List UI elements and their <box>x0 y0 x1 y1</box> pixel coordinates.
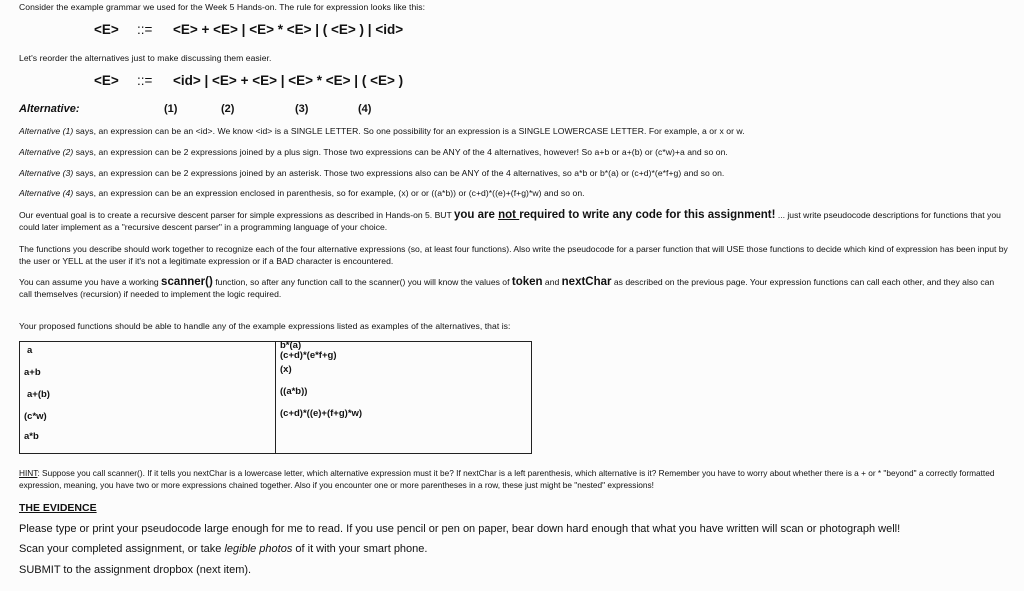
example-expression: a*b <box>24 431 39 442</box>
alt-text: says, an expression can be an expression enclosed in parenthesis, so for example, (x) or or ((a*b)) or (c+d)*((e)+(f+g)*w) and so on. <box>73 188 585 198</box>
grammar-rule-reordered <box>0 73 1024 91</box>
scanner-function-name: scanner() <box>161 276 213 288</box>
example-expression: a+b <box>24 367 41 378</box>
proposed-functions-text: Your proposed functions should be able to handle any of the example expressions listed as examples of the alternatives, that is: <box>19 321 511 331</box>
alternative-1-description <box>19 126 745 136</box>
hint-text: : Suppose you call scanner(). If it tells you nextChar is a lowercase letter, which alternative expression must it be? If nextChar is a left parenthesis, which alternative is it? Remember you have to worry about whether there is a + or * "beyond" a correctly formatted expression, meaning, you have two or more expressions chained together. Also if you encounter one or more parentheses in a row, these just might be "nested" expressions! <box>19 468 995 490</box>
evidence-italic: legible photos <box>224 543 293 555</box>
example-expression: (c+d)*((e)+(f+g)*w) <box>280 408 363 419</box>
goal-emphasis: you are <box>454 209 499 221</box>
scanner-text-2: function, so after any function call to the scanner() you will know the values of <box>212 277 512 287</box>
example-expression: ((a*b)) <box>280 386 308 397</box>
alt-number-2: (2) <box>221 103 235 115</box>
alt-label: Alternative <box>19 168 61 178</box>
example-expression: (c+d)*(e*f+g) <box>280 350 337 361</box>
example-expression: b*(a) <box>280 340 302 351</box>
goal-paragraph <box>19 209 1009 233</box>
examples-table <box>19 341 532 454</box>
goal-emphasis-rest: required to write any code for this assignment! <box>519 209 776 221</box>
evidence-line-2 <box>19 543 427 555</box>
goal-text-rest: ... just write pseudocode descriptions for functions that you could later implement as a "recursive descent parser" in a programming language of your choice. <box>19 210 1001 232</box>
alternative-2-description <box>19 147 728 157</box>
alt-num: (1) <box>62 126 74 136</box>
intro-text: Consider the example grammar we used for the Week 5 Hands-on. The rule for expression looks like this: <box>19 2 426 12</box>
alternatives-header-label: Alternative: <box>19 103 80 115</box>
examples-left-column <box>20 342 276 454</box>
evidence-text-rest: of it with your smart phone. <box>292 543 428 555</box>
examples-right-column <box>276 342 532 454</box>
grammar-rhs: <id> | <E> + <E> | <E> * <E> | ( <E> ) <box>173 73 404 88</box>
alt-text: says, an expression can be an <id>. We know <id> is a SINGLE LETTER. So one possibility for an expression is a SINGLE LOWERCASE LETTER. For example, a or x or w. <box>73 126 745 136</box>
alt-number-4: (4) <box>358 103 372 115</box>
functions-paragraph: The functions you describe should work together to recognize each of the four alternative expressions (so, at least four functions). Also write the pseudocode for a parser function that will USE those functions to decide which kind of expression has been input by the user or YELL at the user if it's not a legitimate expression or if a BAD character is encountered. <box>19 244 1008 266</box>
scanner-paragraph <box>19 276 1009 300</box>
scanner-text-4: as described on the previous page. Your expression functions can call each other, and they also can call themselves (recursion) if needed to implement the logic required. <box>19 277 995 299</box>
goal-not-emphasis: not <box>498 209 520 221</box>
alt-number-1: (1) <box>164 103 178 115</box>
grammar-lhs: <E> <box>94 73 119 88</box>
evidence-heading: THE EVIDENCE <box>19 502 97 514</box>
hint-label: HINT <box>19 468 38 478</box>
grammar-op: ::= <box>137 73 153 88</box>
alt-num: (2) <box>62 147 74 157</box>
hint-paragraph <box>19 467 1009 491</box>
evidence-line-3: SUBMIT to the assignment dropbox (next item). <box>19 564 252 576</box>
example-expression: a+(b) <box>27 389 50 400</box>
alternative-3-description <box>19 168 724 178</box>
example-expression: (x) <box>280 364 292 375</box>
alt-text: says, an expression can be 2 expressions joined by a plus sign. Those two expressions can be ANY of the 4 alternatives, however! So a+b or a+(b) or (c*w)+a and so on. <box>73 147 728 157</box>
nextchar-name: nextChar <box>561 276 612 288</box>
scanner-text: You can assume you have a working <box>19 277 162 287</box>
grammar-lhs: <E> <box>94 22 119 37</box>
alt-num: (4) <box>62 188 74 198</box>
alt-label: Alternative <box>19 147 61 157</box>
evidence-text: Scan your completed assignment, or take <box>19 543 225 555</box>
alt-num: (3) <box>62 168 74 178</box>
alt-label: Alternative <box>19 188 61 198</box>
grammar-op: ::= <box>137 22 153 37</box>
grammar-rule-original <box>0 22 1024 40</box>
scanner-text-3: and <box>542 277 562 287</box>
token-name: token <box>511 276 543 288</box>
alternatives-header <box>0 103 1024 117</box>
alt-text: says, an expression can be 2 expressions joined by an asterisk. Those two expressions also can be ANY of the 4 alternatives, so a*b or b*(a) or (c+d)*(e*f+g) and so on. <box>73 168 725 178</box>
alt-number-3: (3) <box>295 103 309 115</box>
goal-text: Our eventual goal is to create a recursive descent parser for simple expressions as described in Hands-on 5. BUT <box>19 210 454 220</box>
example-expression: a <box>27 345 33 356</box>
evidence-line-1: Please type or print your pseudocode large enough for me to read. If you use pencil or pen on paper, bear down hard enough that what you have written will scan or photograph well! <box>19 523 901 535</box>
grammar-rhs: <E> + <E> | <E> * <E> | ( <E> ) | <id> <box>173 22 404 37</box>
example-expression: (c*w) <box>24 411 47 422</box>
alt-label: Alternative <box>19 126 61 136</box>
reorder-text: Let's reorder the alternatives just to make discussing them easier. <box>19 53 272 63</box>
alternative-4-description <box>19 188 585 198</box>
